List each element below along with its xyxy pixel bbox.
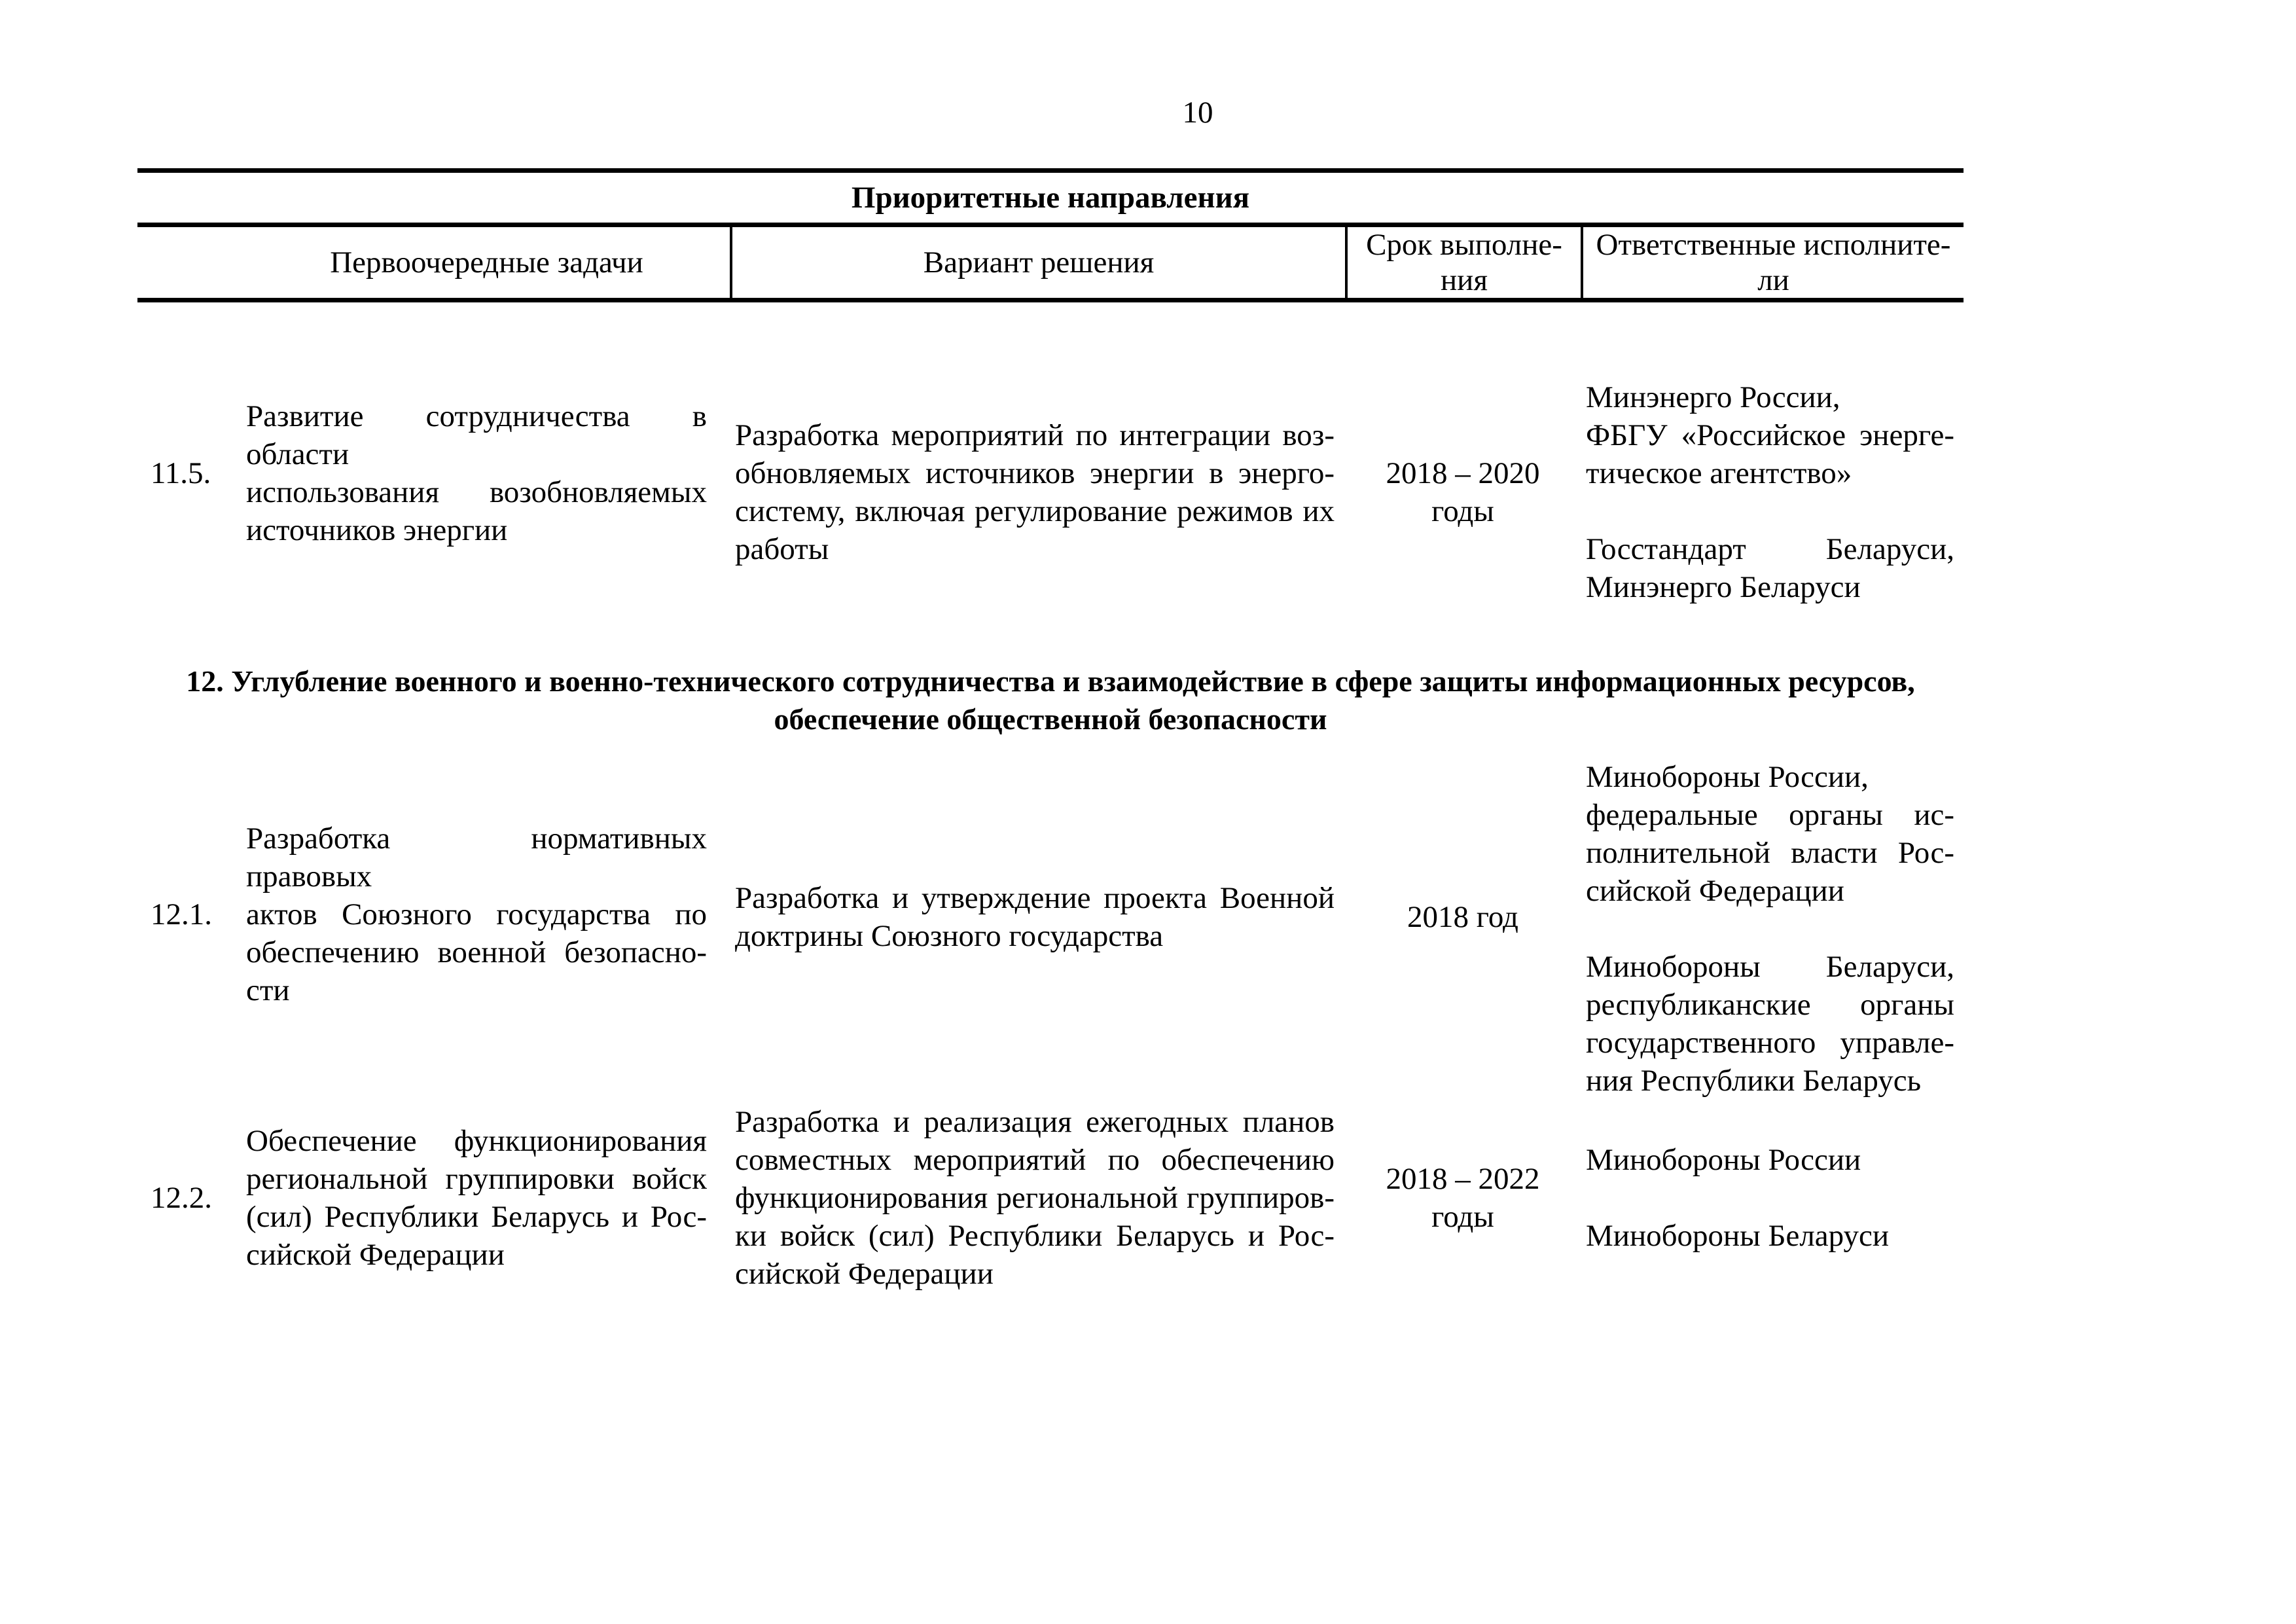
executors-paragraph — [1586, 948, 1954, 1100]
text-line: сийской Федерации — [1586, 874, 1844, 908]
text-line: доктрины Союзного государства — [735, 919, 1164, 953]
text-line: 2018 – 2020 — [1386, 456, 1540, 490]
text-line: Разработка нормативных правовых — [246, 821, 707, 893]
cell-solution — [730, 879, 1345, 955]
text-line: региональной группировки войск — [246, 1162, 707, 1196]
text-line: Минобороны России — [1586, 1143, 1861, 1177]
text-line: Госстандарт Беларуси, — [1586, 532, 1954, 566]
table-top-rule — [137, 168, 1964, 173]
header-label: Срок выполне- — [1366, 228, 1562, 262]
text-line: 2018 год — [1407, 900, 1518, 934]
text-line: ния Республики Беларусь — [1586, 1064, 1922, 1098]
cell-executors — [1581, 1141, 1964, 1255]
table-row-12-1 — [137, 758, 1964, 1100]
header-solution — [730, 227, 1345, 298]
row-number: 12.1. — [151, 897, 212, 931]
header-tasks — [137, 227, 730, 298]
executors-paragraph — [1586, 378, 1954, 492]
table-title: Приоритетные направления — [851, 181, 1250, 215]
text-line: Обеспечение функционирования — [246, 1124, 707, 1158]
text-line: Минэнерго Беларуси — [1586, 570, 1861, 604]
row-number: 12.2. — [151, 1181, 212, 1215]
text-line: полнительной власти Рос- — [1586, 836, 1954, 870]
text-line: использования возобновляемых — [246, 475, 707, 509]
cell-deadline — [1345, 898, 1581, 936]
header-deadline — [1345, 227, 1581, 298]
text-line: годы — [1431, 1200, 1494, 1234]
text-line: сийской Федерации — [735, 1257, 994, 1291]
table-header-bottom-rule — [137, 298, 1964, 302]
header-label: ли — [1757, 263, 1789, 297]
header-label: Ответственные исполните- — [1596, 228, 1951, 262]
executors-paragraph — [1586, 1141, 1954, 1179]
executors-paragraph — [1586, 758, 1954, 910]
text-line: 2018 – 2022 — [1386, 1162, 1540, 1196]
text-line: Минобороны России, — [1586, 760, 1869, 794]
text-line: обеспечению военной безопасно- — [246, 935, 707, 969]
text-line: актов Союзного государства по — [246, 897, 707, 931]
executors-paragraph — [1586, 530, 1954, 606]
text-line: тическое агентство» — [1586, 456, 1852, 490]
table-title-bottom-rule — [137, 223, 1964, 227]
text-line: федеральные органы ис- — [1586, 798, 1954, 832]
header-label: Вариант решения — [923, 245, 1155, 280]
section-heading — [137, 662, 1964, 738]
text-line: государственного управле- — [1586, 1026, 1954, 1060]
text-line: республиканские органы — [1586, 988, 1954, 1022]
cell-task — [137, 397, 730, 549]
text-line: (сил) Республики Беларусь и Рос- — [246, 1200, 707, 1234]
text-line: работы — [735, 532, 829, 566]
priorities-table — [137, 168, 1964, 1293]
table-title-row — [137, 173, 1964, 223]
text-line: Разработка и утверждение проекта Военной — [735, 881, 1335, 915]
text-line: сти — [246, 973, 290, 1007]
section-heading-line: обеспечение общественной безопасности — [774, 702, 1327, 736]
cell-task — [137, 820, 730, 1009]
page-number: 10 — [1182, 96, 1213, 130]
cell-deadline — [1345, 454, 1581, 530]
cell-executors — [1581, 378, 1964, 606]
text-line: Минобороны Беларуси — [1586, 1219, 1890, 1253]
text-line: ФБГУ «Российское энерге- — [1586, 418, 1954, 452]
text-line: Разработка и реализация ежегодных планов — [735, 1105, 1335, 1139]
executors-paragraph — [1586, 1217, 1954, 1255]
text-line: годы — [1431, 494, 1494, 528]
cell-solution — [730, 1103, 1345, 1293]
cell-executors — [1581, 758, 1964, 1100]
table-row-11-5 — [137, 342, 1964, 643]
cell-solution — [730, 416, 1345, 568]
text-line: Минэнерго России, — [1586, 380, 1840, 414]
text-line: функционирования региональной группиров- — [735, 1181, 1335, 1215]
text-line: обновляемых источников энергии в энерго- — [735, 456, 1335, 490]
text-line: сийской Федерации — [246, 1238, 505, 1272]
header-executors — [1581, 227, 1964, 298]
text-line: источников энергии — [246, 513, 508, 547]
section-heading-line: 12. Углубление военного и военно-технического сотрудничества и взаимодействие в сфере защиты информационных ресурсов, — [186, 664, 1915, 698]
table-row-12-2 — [137, 1103, 1964, 1293]
text-line: ки войск (сил) Республики Беларусь и Рос- — [735, 1219, 1335, 1253]
table-header-row — [137, 227, 1964, 298]
header-label: ния — [1441, 263, 1488, 297]
row-number: 11.5. — [151, 456, 211, 490]
text-line: Минобороны Беларуси, — [1586, 950, 1954, 984]
header-label: Первоочередные задачи — [330, 245, 643, 280]
text-line: систему, включая регулирование режимов их — [735, 494, 1335, 528]
cell-task — [137, 1122, 730, 1274]
cell-deadline — [1345, 1160, 1581, 1236]
text-line: Разработка мероприятий по интеграции воз- — [735, 418, 1335, 452]
text-line: совместных мероприятий по обеспечению — [735, 1143, 1335, 1177]
text-line: Развитие сотрудничества в области — [246, 399, 707, 471]
